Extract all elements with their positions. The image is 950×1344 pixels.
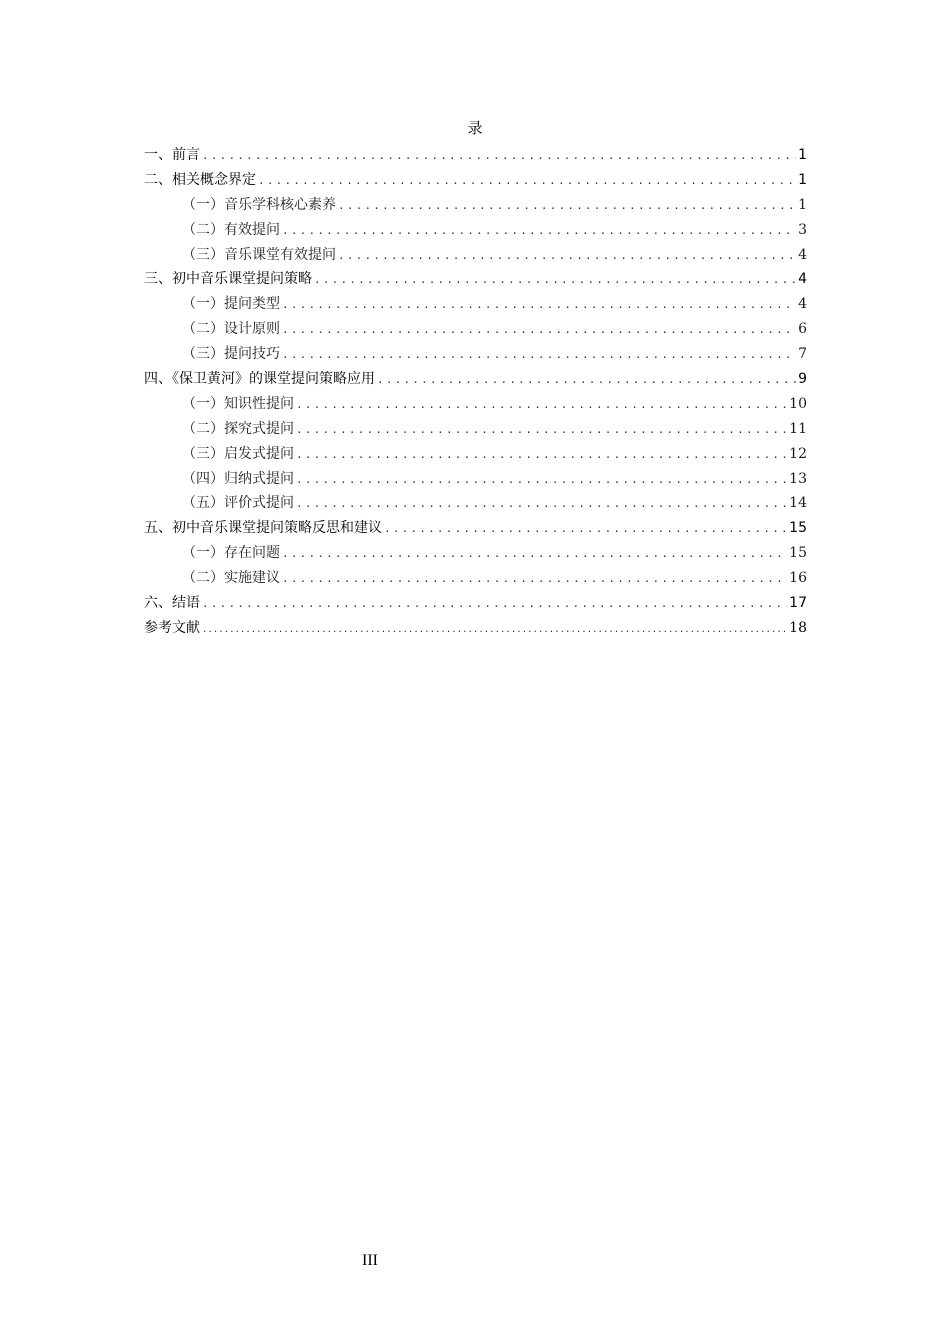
toc-entry-page: 11 [789,420,807,437]
toc-entry-label: 四、《保卫黄河》的课堂提问策略应用 [144,371,375,388]
toc-entry-label: 三、初中音乐课堂提问策略 [144,271,312,288]
toc-subentry[interactable] [144,243,807,268]
toc-entry-page: 1 [798,171,807,188]
toc-subentry[interactable] [144,541,807,566]
toc-subentry[interactable] [144,392,807,417]
toc-entry-label: （一）音乐学科核心素养 [182,196,336,213]
toc-entry[interactable] [144,168,807,193]
toc-entry-label: （三）启发式提问 [182,445,294,462]
toc-subentry[interactable] [144,292,807,317]
toc-entry-label: （四）归纳式提问 [182,470,294,487]
toc-entry-page: 12 [789,445,807,462]
toc-subentry[interactable] [144,467,807,492]
toc-dot-leader [384,517,787,542]
toc-entry-page: 9 [798,371,807,388]
toc-subentry[interactable] [144,342,807,367]
toc-entry-page: 10 [789,395,807,412]
toc-entry-page: 4 [798,296,807,313]
toc-dot-leader [314,268,796,293]
toc-entry-page: 1 [798,196,807,213]
toc-entry-page: 16 [789,570,807,587]
toc-entry-page: 6 [798,321,807,338]
toc-entry-label: （二）探究式提问 [182,420,294,437]
toc-entry-label: （三）提问技巧 [182,346,280,363]
toc-entry[interactable] [144,367,807,392]
toc-entry-page: 4 [798,246,807,263]
page-number: III [362,1252,378,1269]
table-of-contents [144,143,807,641]
toc-subentry[interactable] [144,317,807,342]
toc-entry-label: （五）评价式提问 [182,495,294,512]
toc-entry-label: 二、相关概念界定 [144,171,256,188]
toc-entry-references[interactable] [144,616,807,641]
toc-subentry[interactable] [144,566,807,591]
toc-entry[interactable] [144,516,807,541]
toc-dot-leader [338,194,796,219]
toc-subentry[interactable] [144,442,807,467]
toc-dot-leader [258,169,796,194]
toc-entry[interactable] [144,267,807,292]
toc-dot-leader [282,542,787,567]
toc-dot-leader [377,368,796,393]
toc-entry[interactable] [144,143,807,168]
toc-dot-leader [296,393,787,418]
toc-dot-leader [296,492,787,517]
toc-dot-leader [202,592,787,617]
toc-entry-page: 15 [789,520,807,537]
toc-entry-label: （一）知识性提问 [182,395,294,412]
toc-dot-leader [296,418,787,443]
toc-entry-label: （二）实施建议 [182,570,280,587]
toc-entry-page: 18 [789,619,807,636]
toc-dot-leader [282,219,796,244]
toc-dot-leader [296,468,787,493]
toc-entry-label: 五、初中音乐课堂提问策略反思和建议 [144,520,382,537]
toc-entry-page: 15 [789,545,807,562]
toc-dot-leader [282,318,796,343]
toc-dot-leader [338,244,796,269]
toc-entry-page: 4 [798,271,807,288]
toc-dot-leader [282,293,796,318]
toc-dot-leader [282,343,796,368]
toc-entry[interactable] [144,591,807,616]
toc-entry-page: 1 [798,147,807,163]
toc-subentry[interactable] [144,193,807,218]
toc-entry-label: （一）提问类型 [182,296,280,313]
toc-entry-label: 六、结语 [144,595,200,612]
toc-entry-page: 3 [798,221,807,238]
toc-entry-page: 14 [789,495,807,512]
toc-dot-leader [202,144,796,169]
toc-dot-leader [282,567,787,592]
toc-dot-leader [296,443,787,468]
toc-subentry[interactable] [144,218,807,243]
toc-entry-page: 7 [798,346,807,363]
toc-entry-label: （二）设计原则 [182,321,280,338]
toc-entry-label: 参考文献 [144,619,200,636]
toc-subentry[interactable] [144,491,807,516]
toc-entry-page: 13 [789,470,807,487]
toc-title: 录 [467,119,483,137]
toc-subentry[interactable] [144,417,807,442]
toc-entry-label: 一、前言 [144,147,200,163]
toc-entry-label: （三）音乐课堂有效提问 [182,246,336,263]
toc-dot-leader [202,618,787,643]
toc-entry-label: （二）有效提问 [182,221,280,238]
toc-entry-page: 17 [789,595,807,612]
toc-entry-label: （一）存在问题 [182,545,280,562]
